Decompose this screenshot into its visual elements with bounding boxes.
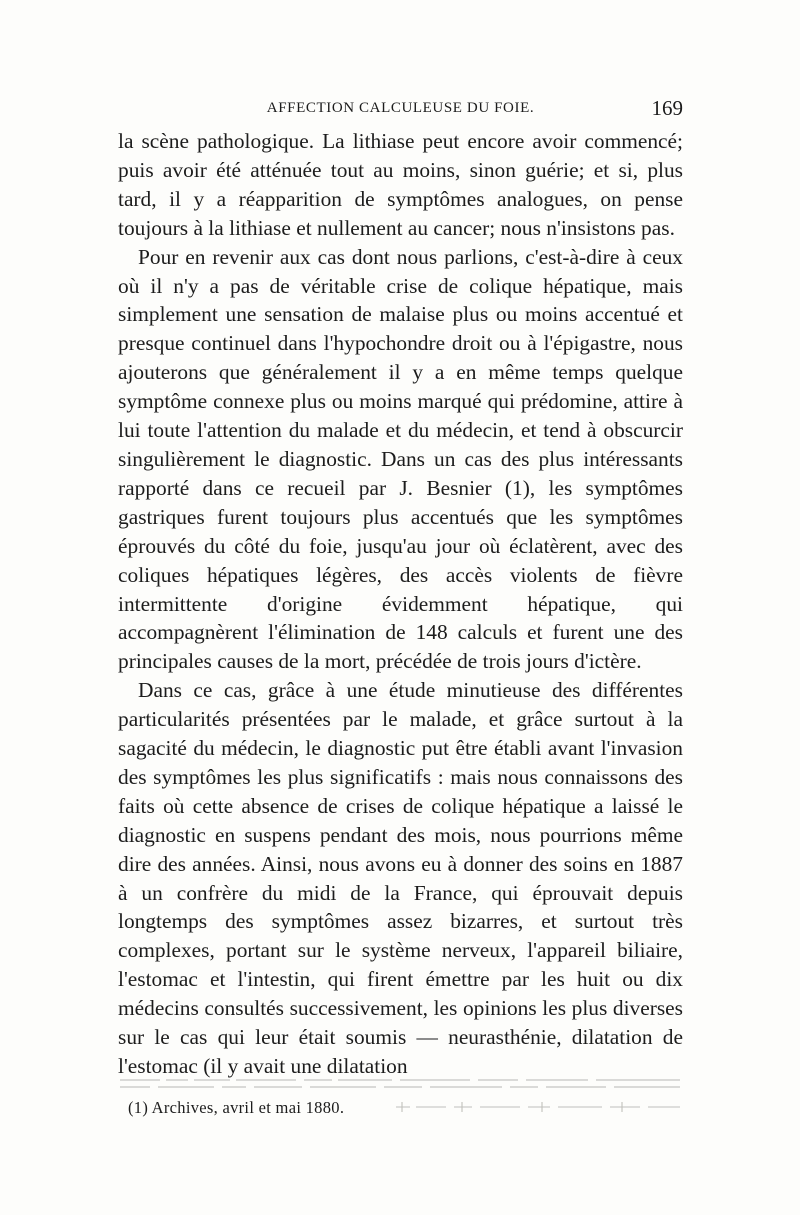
body-text xyxy=(118,127,683,1081)
running-header xyxy=(118,96,683,118)
show-through-footnote-ghost xyxy=(392,1098,684,1116)
paragraph: Dans ce cas, grâce à une étude minutieuse des différentes particularités présentées par le malade, et grâce surtout à la sagacité du médecin, le diagnostic put être établi avant l'invasion des symptômes les plus significatifs : mais nous connaissons des faits où cette absence de crises de colique hépatique a laissé le diagnostic en suspens pendant des mois, nous pourrions même dire des années. Ainsi, nous avons eu à donner des soins en 1887 à un confrère du midi de la France, qui éprouvait depuis longtemps des symptômes assez bizarres, et surtout très complexes, portant sur le système nerveux, l'appareil biliaire, l'estomac et l'intestin, qui firent émettre par les huit ou dix médecins consultés successivement, les opinions les plus diverses sur le cas qui leur était soumis — neurasthénie, dilatation de l'estomac (il y avait une dilatation xyxy=(118,678,683,1078)
paragraph: Pour en revenir aux cas dont nous parlions, c'est-à-dire à ceux où il n'y a pas de véritable crise de colique hépatique, mais simplement une sensation de malaise plus ou moins accentué et presque continuel dans l'hypochondre droit ou à l'épigastre, nous ajouterons que généralement il y a en même temps quelque symptôme connexe plus ou moins marqué qui prédomine, attire à lui toute l'attention du malade et du médecin, et tend à obscurcir singulièrement le diagnostic. Dans un cas des plus intéressants rapporté dans ce recueil par J. Besnier (1), les symptômes gastriques furent toujours plus accentués que les symptômes éprouvés du côté du foie, jusqu'au jour où éclatèrent, avec des coliques hépatiques légères, des accès violents de fièvre intermittente d'origine évidemment hépatique, qui accompagnèrent l'élimination de 148 calculs et furent une des principales causes de la mort, précédée de trois jours d'ictère. xyxy=(118,244,683,674)
running-title: AFFECTION CALCULEUSE DU FOIE. xyxy=(266,100,535,116)
show-through-text-ghost xyxy=(118,1076,683,1090)
footnote: (1) Archives, avril et mai 1880. xyxy=(128,1098,345,1117)
paragraph: la scène pathologique. La lithiase peut encore avoir commencé; puis avoir été atténuée tout au moins, sinon guérie; et si, plus tard, il y a réapparition de symptômes analogues, on pense toujours à la lithiase et nullement au cancer; nous n'insistons pas. xyxy=(118,129,683,240)
page-number: 169 xyxy=(651,96,683,120)
